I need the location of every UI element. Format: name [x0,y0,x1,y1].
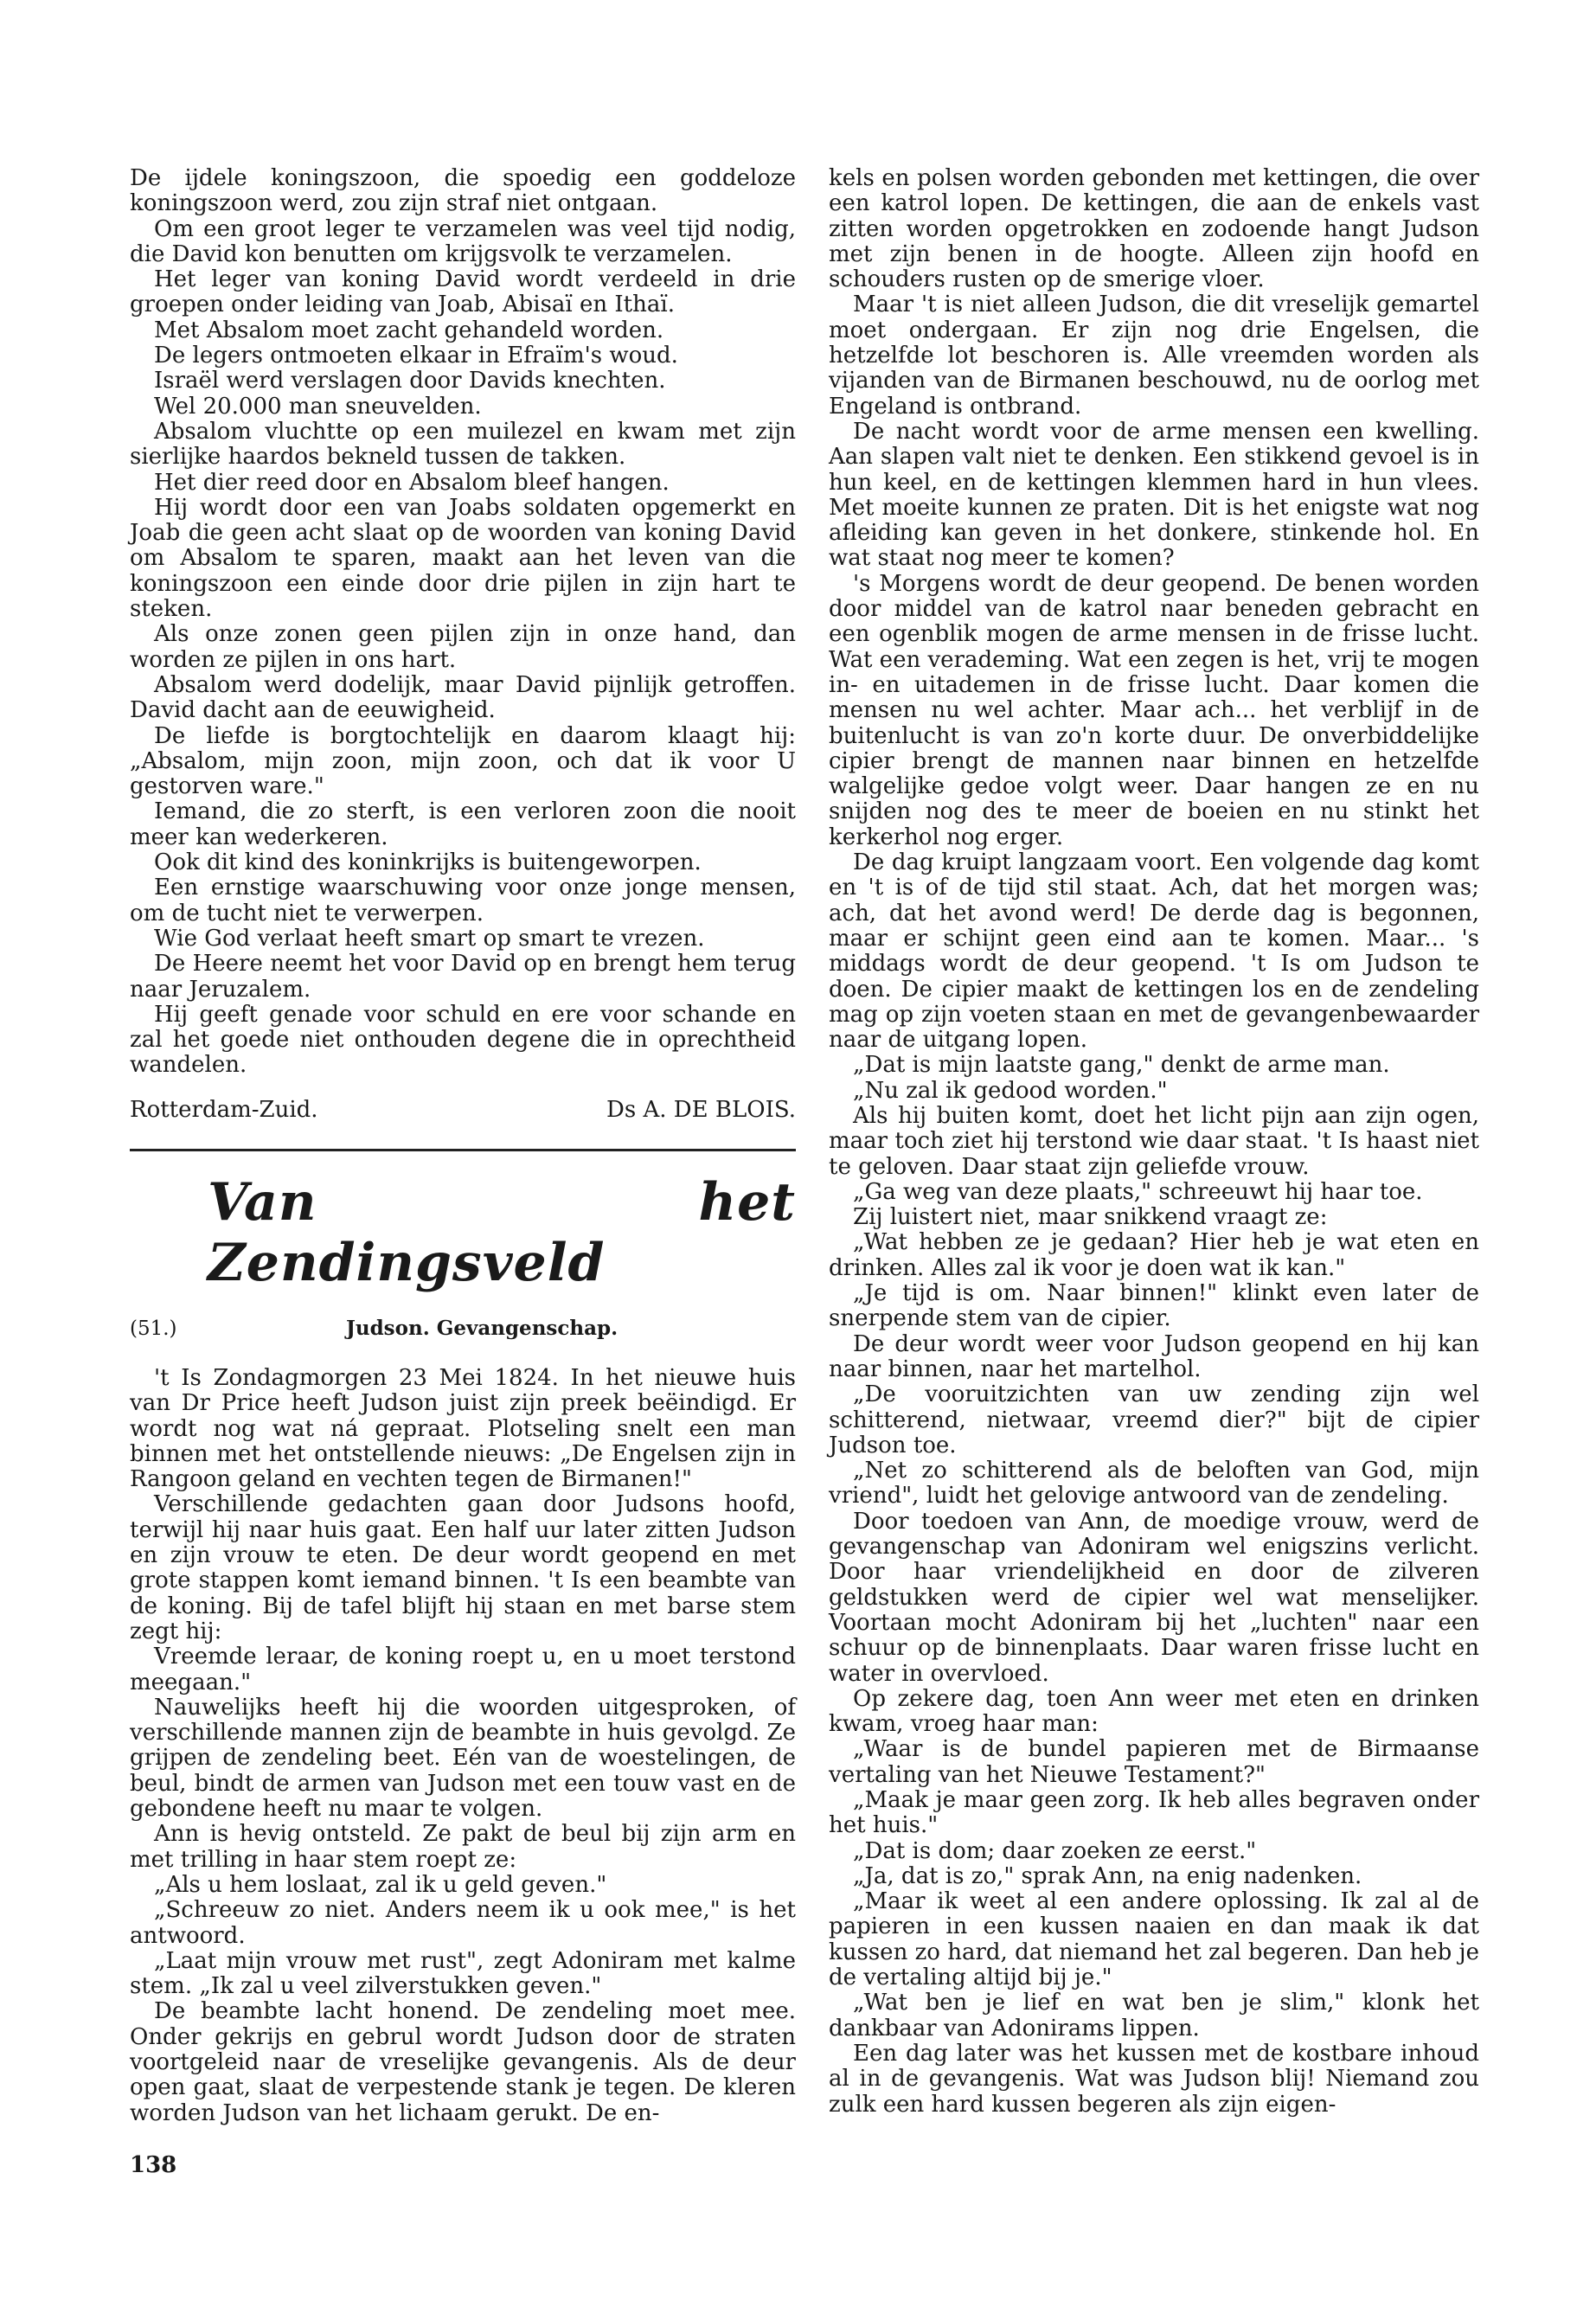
paragraph: De legers ontmoeten elkaar in Efraïm's woud. [154,343,678,369]
paragraph: „Wat ben je lief en wat ben je slim," klonk het dankbaar van Adonirams lippen. [829,1990,1479,2041]
paragraph: Iemand, die zo sterft, is een verloren zoon die nooit meer kan wederkeren. [130,798,796,850]
paragraph: Israël werd verslagen door Davids knechten. [154,368,666,394]
paragraph: Zij luistert niet, maar snikkend vraagt ze: [853,1204,1328,1231]
paragraph: „Laat mijn vrouw met rust", zegt Adoniram met kalme stem. „Ik zal u veel zilverstukken geven." [130,1947,796,2000]
paragraph: De beambte lacht honend. De zendeling moet mee. Onder gekrijs en gebrul wordt Judson door de straten voortgeleid naar de vreselijke gevangenis. Als de deur open gaat, slaat de verpestende stank je tegen. De kleren worden Judson van het lichaam gerukt. De en- [130,1998,796,2126]
paragraph: 't Is Zondagmorgen 23 Mei 1824. In het nieuwe huis van Dr Price heeft Judson juist zijn preek beëindigd. Er wordt nog wat ná gepraat. Plotseling snelt een man binnen met het ontstellende nieuws: „De Engelsen zijn in Rangoon geland en vechten tegen de Birmanen!" [130,1364,796,1493]
paragraph: 's Morgens wordt de deur geopend. De benen worden door middel van de katrol naar beneden gebracht en een ogenblik mogen de arme mensen in de frisse lucht. Wat een verademing. Wat een zegen is het, vrij te mogen in- en uitademen in de frisse lucht. Daar komen die mensen nu wel achter. Maar ach... het verblijf in de buitenlucht is van zo'n korte duur. De onverbiddelijke cipier brengt de mannen naar binnen en hetzelfde walgelijke gedoe volgt weer. Daar hangen ze en nu snijden nog des te meer de boeien en nu stinkt het kerkerhol nog erger. [829,570,1479,850]
paragraph: „Als u hem loslaat, zal ik u geld geven." [154,1871,607,1898]
signature [130,1098,796,1123]
article-subheading [130,1316,796,1342]
paragraph: De Heere neemt het voor David op en brengt hem terug naar Jeruzalem. [130,951,796,1003]
paragraph: Absalom werd dodelijk, maar David pijnlijk getroffen. David dacht aan de eeuwigheid. [130,671,796,724]
paragraph: De deur wordt weer voor Judson geopend en hij kan naar binnen, naar het martelhol. [829,1330,1479,1382]
signature-name: Ds A. DE BLOIS. [606,1096,796,1123]
paragraph: Maar 't is niet alleen Judson, die dit vreselijk gemartel moet ondergaan. Er zijn nog drie Engelsen, die hetzelfde lot beschoren is. Alle vreemden worden als vijanden van de Birmanen beschouwd, nu de oorlog met Engeland is ontbrand. [829,292,1479,420]
paragraph: „Wat hebben ze je gedaan? Hier heb je wat eten en drinken. Alles zal ik voor je doen wat ik kan." [829,1229,1479,1281]
paragraph: Hij wordt door een van Joabs soldaten opgemerkt en Joab die geen acht slaat op de woorden van koning David om Absalom te sparen, maakt aan het leven van die koningszoon een einde door drie pijlen in zijn hart te steken. [130,494,796,623]
paragraph: De dag kruipt langzaam voort. Een volgende dag komt en 't is of de tijd stil staat. Ach, dat het morgen was; ach, dat het avond werd! De derde dag is begonnen, maar er schijnt geen eind aan te komen. Maar... 's middags wordt de deur geopend. 't Is om Judson te doen. De cipier maakt de kettingen los en de zendeling mag op zijn voeten staan en met de gevangenbewaarder naar de uitgang lopen. [829,849,1479,1054]
paragraph: Door toedoen van Ann, de moedige vrouw, werd de gevangenschap van Adoniram wel enigszins verlicht. Door haar vriendelijkheid en door de zilveren geldstukken werd de cipier wel wat menselijker. Voortaan mocht Adoniram bij het „luchten" naar een schuur op de binnenplaats. Daar waren frisse lucht en water in overvloed. [829,1508,1479,1687]
paragraph: „Dat is dom; daar zoeken ze eerst." [853,1837,1257,1864]
paragraph: „De vooruitzichten van uw zending zijn wel schitterend, nietwaar, vreemd dier?" bijt de cipier Judson toe. [829,1381,1479,1458]
paragraph: kels en polsen worden gebonden met kettingen, die over een katrol lopen. De kettingen, die aan de enkels vast zitten worden opgetrokken en zodoende hangt Judson met zijn benen in de hoogte. Alleen zijn hoofd en schouders rusten op de smerige vloer. [829,165,1479,293]
paragraph: „Dat is mijn laatste gang," denkt de arme man. [853,1052,1390,1079]
paragraph: „Schreeuw zo niet. Anders neem ik u ook mee," is het antwoord. [130,1897,796,1949]
paragraph: Het leger van koning David wordt verdeeld in drie groepen onder leiding van Joab, Abisaï en Ithaï. [130,266,796,318]
paragraph: Als onze zonen geen pijlen zijn in onze hand, dan worden ze pijlen in ons hart. [130,621,796,673]
paragraph: Een dag later was het kussen met de kostbare inhoud al in de gevangenis. Wat was Judson blij! Niemand zou zulk een hard kussen begeren als zijn eigen- [829,2040,1479,2118]
paragraph: „Waar is de bundel papieren met de Birmaanse vertaling van het Nieuwe Testament?" [829,1736,1479,1788]
paragraph: Als hij buiten komt, doet het licht pijn aan zijn ogen, maar toch ziet hij terstond wie daar staat. 't Is haast niet te geloven. Daar staat zijn geliefde vrouw. [829,1102,1479,1180]
article-number: (51.) [130,1317,177,1340]
section-divider [130,1149,796,1151]
page-number: 138 [130,2152,177,2178]
paragraph: Vreemde leraar, de koning roept u, en u moet terstond meegaan." [130,1644,796,1695]
paragraph: Op zekere dag, toen Ann weer met eten en drinken kwam, vroeg haar man: [829,1685,1479,1738]
paragraph: Nauwelijks heeft hij die woorden uitgesproken, of verschillende mannen zijn de beambte in huis gevolgd. Ze grijpen de zendeling beet. Eén van de woestelingen, de beul, bindt de armen van Judson met een touw vast en de gebondene heeft nu maar te volgen. [130,1694,796,1823]
article-title: Judson. Gevangenschap. [346,1316,619,1340]
paragraph: Ook dit kind des koninkrijks is buitengeworpen. [154,849,702,876]
section-title: Van het Zendingsveld [208,1171,796,1293]
paragraph: „Ga weg van deze plaats," schreeuwt hij haar toe. [853,1178,1423,1205]
paragraph: Om een groot leger te verzamelen was veel tijd nodig, die David kon benutten om krijgsvolk te verzamelen. [130,215,796,267]
paragraph: „Ja, dat is zo," sprak Ann, na enig nadenken. [853,1862,1362,1889]
paragraph: „Net zo schitterend als de beloften van God, mijn vriend", luidt het gelovige antwoord van de zendeling. [829,1458,1479,1509]
paragraph: Hij geeft genade voor schuld en ere voor schande en zal het goede niet onthouden degene die in oprechtheid wandelen. [130,1001,796,1079]
paragraph: Een ernstige waarschuwing voor onze jonge mensen, om de tucht niet te verwerpen. [130,875,796,926]
paragraph: Wel 20.000 man sneuvelden. [154,393,482,420]
paragraph: De ijdele koningszoon, die spoedig een goddeloze koningszoon werd, zou zijn straf niet ontgaan. [130,165,796,217]
paragraph: „Maar ik weet al een andere oplossing. Ik zal al de papieren in een kussen naaien en dan maak ik dat kussen zo hard, dat niemand het zal begeren. Dan heb je de vertaling altijd bij je." [829,1888,1479,1991]
paragraph: Absalom vluchtte op een muilezel en kwam met zijn sierlijke haardos bekneld tussen de takken. [130,418,796,471]
right-column [829,166,1479,2118]
paragraph: „Nu zal ik gedood worden." [853,1077,1168,1104]
paragraph: Ann is hevig ontsteld. Ze pakt de beul bij zijn arm en met trilling in haar stem roept ze: [130,1821,796,1873]
article-text-left [130,1366,796,2126]
paragraph: Het dier reed door en Absalom bleef hangen. [154,469,670,496]
signature-place: Rotterdam-Zuid. [130,1096,318,1123]
paragraph: De liefde is borgtochtelijk en daarom klaagt hij: „Absalom, mijn zoon, mijn zoon, och dat ik voor U gestorven ware." [130,722,796,800]
paragraph: Verschillende gedachten gaan door Judsons hoofd, terwijl hij naar huis gaat. Een half uur later zitten Judson en zijn vrouw te eten. De deur wordt geopend en met grote stappen komt iemand binnen. 't Is een beambte van de koning. Bij de tafel blijft hij staan en met barse stem zegt hij: [130,1491,796,1644]
sermon-text [130,166,796,1079]
paragraph: „Maak je maar geen zorg. Ik heb alles begraven onder het huis." [829,1787,1479,1839]
paragraph: De nacht wordt voor de arme mensen een kwelling. Aan slapen valt niet te denken. Een stikkend gevoel is in hun keel, en de kettingen klemmen hard in hun vlees. Met moeite kunnen ze praten. Dit is het enigste wat nog afleiding kan geven in het donkere, stinkende hol. En wat staat nog meer te komen? [829,418,1479,572]
left-column [130,166,796,2126]
paragraph: Wie God verlaat heeft smart op smart te vrezen. [154,925,705,952]
paragraph: „Je tijd is om. Naar binnen!" klinkt even later de snerpende stem van de cipier. [829,1280,1479,1332]
paragraph: Met Absalom moet zacht gehandeld worden. [154,317,664,343]
